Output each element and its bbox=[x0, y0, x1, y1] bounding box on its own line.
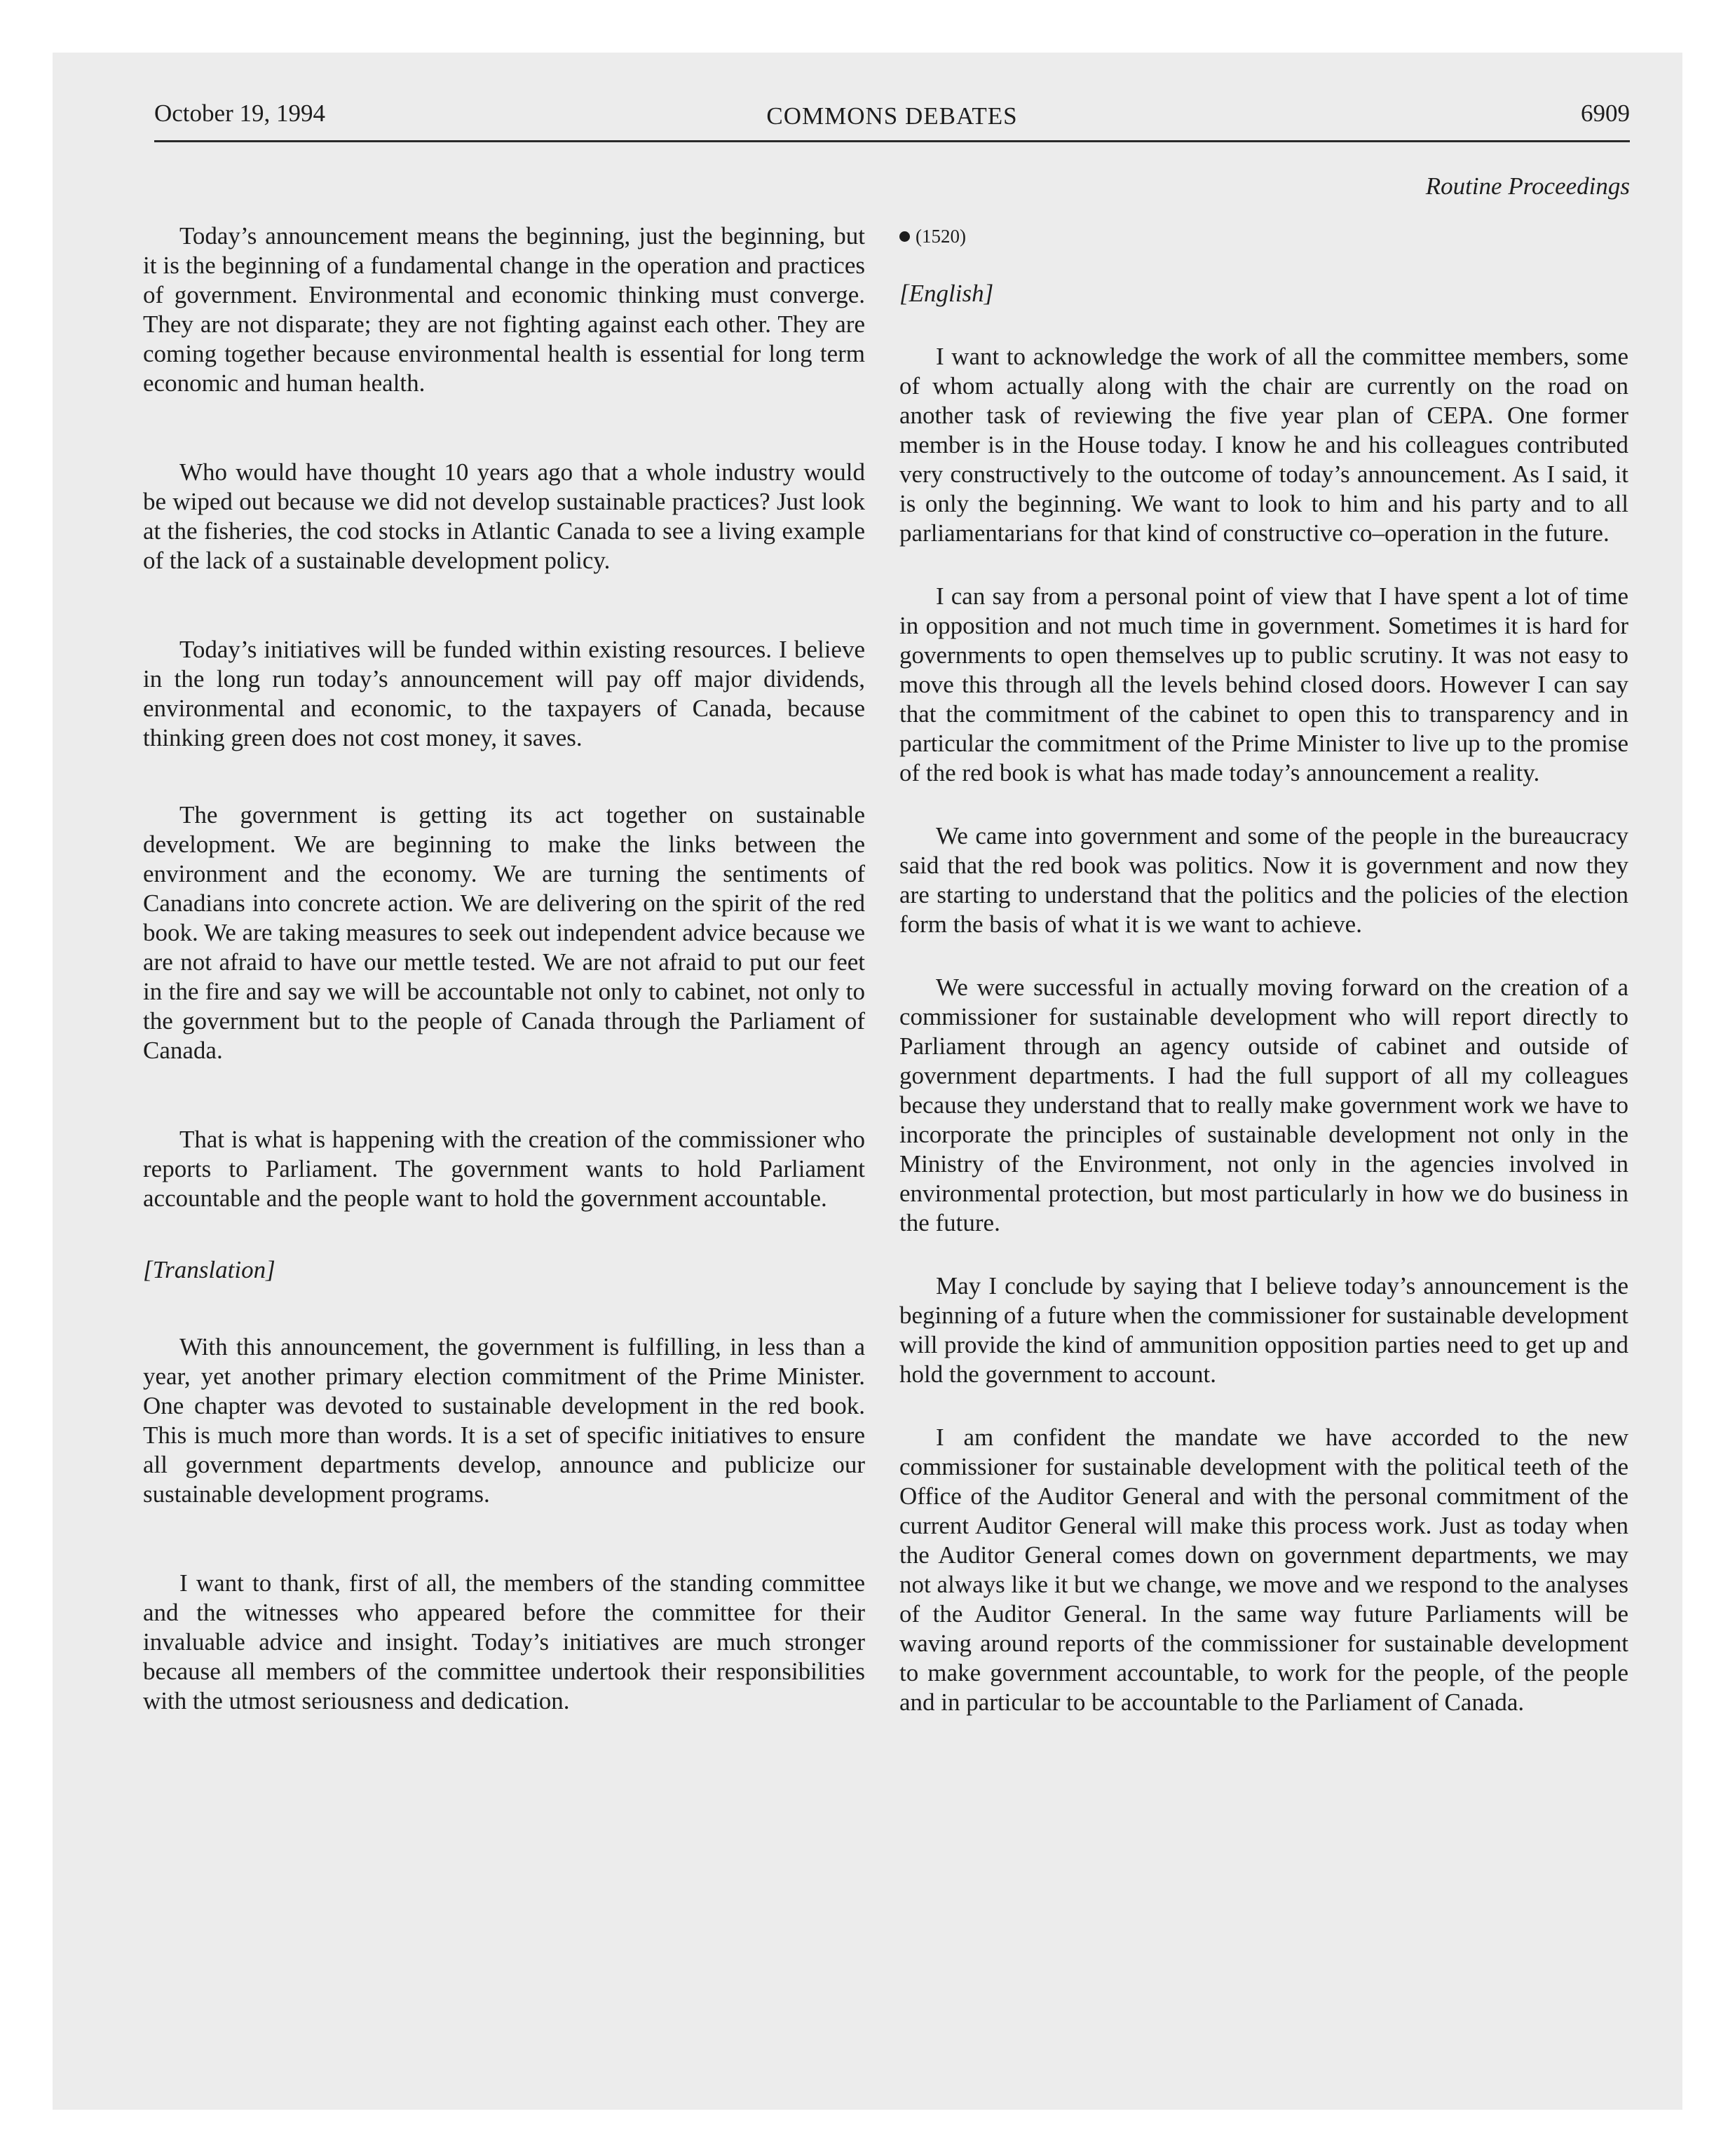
paragraph: I can say from a personal point of view that I have spent a lot of time in opposition and not much time in government. Sometimes it is hard for governments to open themselves up to public scrutiny. It was not easy to move this through all the levels behind closed doors. However I can say that the commitment of the cabinet to open this to transparency and in particular the commitment of the Prime Minister to live up to the promise of the red book is what has made today’s announcement a reality. bbox=[899, 582, 1628, 786]
left-column bbox=[143, 210, 865, 1716]
time-marker-text: (1520) bbox=[916, 226, 966, 247]
header-publication: COMMONS DEBATES bbox=[766, 102, 1018, 130]
time-marker bbox=[899, 221, 1628, 251]
paragraph: May I conclude by saying that I believe today’s announcement is the beginning of a future when the commissioner for sustainable development will provide the kind of ammunition opposition parties need to get up and hold the government to account. bbox=[899, 1272, 1628, 1388]
paragraph: We came into government and some of the people in the bureaucracy said that the red book was politics. Now it is government and now they are starting to understand that the politics and the policies of the election form the basis of what it is we want to achieve. bbox=[899, 822, 1628, 938]
paragraph: Today’s initiatives will be funded within existing resources. I believe in the long run today’s announcement will pay off major dividends, environmental and economic, to the taxpayers of Canada, because thinking green does not cost money, it saves. bbox=[143, 636, 865, 751]
paragraph: Who would have thought 10 years ago that a whole industry would be wiped out because we did not develop sustainable practices? Just look at the fisheries, the cod stocks in Atlantic Canada to see a living example of the lack of a sustainable development policy. bbox=[143, 458, 865, 574]
language-tag: [Translation] bbox=[143, 1256, 275, 1283]
paragraph: That is what is happening with the creation of the commissioner who reports to Parliament. The government wants to hold Parliament accountable and the people want to hold the government accountable. bbox=[143, 1126, 865, 1212]
paragraph: Today’s announcement means the beginning, just the beginning, but it is the beginning of a fundamental change in the operation and practices of government. Environmental and economic thinking must converge. They are not disparate; they are not fighting against each other. They are coming together because environmental health is essential for long term economic and human health. bbox=[143, 222, 865, 397]
paragraph: The government is getting its act together on sustainable development. We are beginning to make the links between the environment and the economy. We are turning the sentiments of Canadians into concrete action. We are delivering on the spirit of the red book. We are taking measures to seek out independent advice because we are not afraid to have our mettle tested. We are not afraid to put our feet in the fire and say we will be accountable not only to cabinet, not only to the government but to the people of Canada through the Parliament of Canada. bbox=[143, 801, 865, 1064]
running-header bbox=[154, 98, 1630, 142]
paragraph: I want to thank, first of all, the members of the standing committee and the witnesses who appeared before the committee for their invaluable advice and insight. Today’s initiatives are much stronger because all members of the committee undertook their responsibilities with the utmost seriousness and dedication. bbox=[143, 1569, 865, 1714]
paragraph: I want to acknowledge the work of all the committee members, some of whom actually along with the chair are currently on the road on another task of reviewing the five year plan of CEPA. One former member is in the House today. I know he and his colleagues contributed very constructively to the outcome of today’s announcement. As I said, it is only the beginning. We want to look to him and his party and to all parliamentarians for that kind of constructive co–operation in the future. bbox=[899, 343, 1628, 547]
language-tag: [English] bbox=[899, 280, 994, 307]
paragraph: We were successful in actually moving forward on the creation of a commissioner for sustainable development who will report directly to Parliament through an agency outside of cabinet and outside of government departments. I had the full support of all my colleagues because they understand that to really make government work we have to incorporate the principles of sustainable development not only in the Ministry of the Environment, not only in the agencies involved in environmental protection, but most particularly in how we do business in the future. bbox=[899, 974, 1628, 1236]
section-heading: Routine Proceedings bbox=[1425, 172, 1630, 200]
bullet-icon bbox=[899, 231, 910, 242]
header-date: October 19, 1994 bbox=[154, 100, 325, 127]
right-column bbox=[899, 210, 1628, 1717]
paragraph: With this announcement, the government is fulfilling, in less than a year, yet another primary election commitment of the Prime Minister. One chapter was devoted to sustainable development in the red book. This is much more than words. It is a set of specific initiatives to ensure all government departments develop, announce and publicize our sustainable development programs. bbox=[143, 1333, 865, 1508]
header-page-number: 6909 bbox=[1581, 100, 1630, 127]
paragraph: I am confident the mandate we have accorded to the new commissioner for sustainable development with the political teeth of the Office of the Auditor General and with the personal commitment of the current Auditor General will make this process work. Just as today when the Auditor General comes down on government departments, we may not always like it but we change, we move and we respond to the analyses of the Auditor General. In the same way future Parliaments will be waving around reports of the commissioner for sustainable development to make government accountable, to work for the people, of the people and in particular to be accountable to the Parliament of Canada. bbox=[899, 1424, 1628, 1716]
